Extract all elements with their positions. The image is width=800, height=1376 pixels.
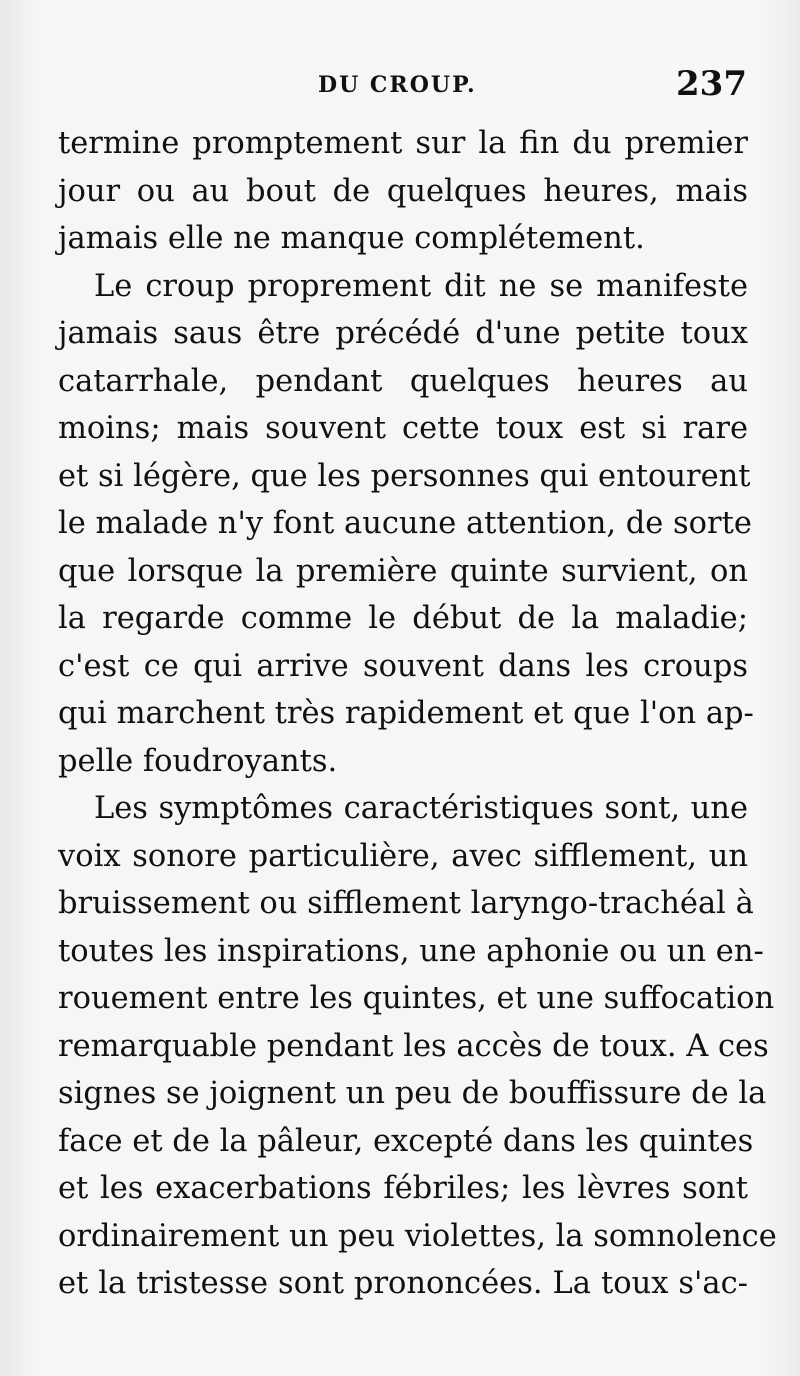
- text-line: voix sonore particulière, avec sifflement, un: [58, 838, 748, 874]
- text-line: et la tristesse sont prononcées. La toux s'ac-: [58, 1266, 748, 1301]
- text-line: signes se joignent un peu de bouffissure de la: [58, 1076, 767, 1111]
- text-line: jamais elle ne manque complétement.: [58, 221, 645, 256]
- text-line: jamais saus être précédé d'une petite toux: [58, 316, 748, 351]
- text-line: que lorsque la première quinte survient, on: [58, 553, 748, 589]
- page-header: [0, 64, 800, 114]
- text-line: jour ou au bout de quelques heures, mais: [58, 173, 748, 209]
- running-title: DU CROUP.: [318, 72, 477, 98]
- text-line: et si légère, que les personnes qui entourent: [58, 458, 751, 494]
- text-line: Les symptômes caractéristiques sont, une: [94, 791, 748, 826]
- text-line: remarquable pendant les accès de toux. A ces: [58, 1028, 769, 1064]
- text-line: pelle foudroyants.: [58, 743, 338, 779]
- text-line: bruissement ou sifflement laryngo-trachéal à: [58, 886, 754, 921]
- text-line: rouement entre les quintes, et une suffocation: [58, 981, 775, 1016]
- text-line: termine promptement sur la fin du premier: [58, 126, 748, 161]
- text-line: ordinairement un peu violettes, la somnolence: [58, 1218, 777, 1254]
- text-line: et les exacerbations fébriles; les lèvres sont: [58, 1171, 748, 1206]
- text-line: le malade n'y font aucune attention, de sorte: [58, 506, 752, 541]
- text-line: c'est ce qui arrive souvent dans les croups: [58, 648, 748, 684]
- text-line: qui marchent très rapidement et que l'on ap-: [58, 696, 754, 731]
- text-line: Le croup proprement dit ne se manifeste: [94, 268, 748, 304]
- page-number: 237: [676, 64, 747, 104]
- text-line: face et de la pâleur, excepté dans les quintes: [58, 1123, 754, 1159]
- text-line: catarrhale, pendant quelques heures au: [58, 363, 748, 399]
- body-text: [58, 120, 777, 1308]
- text-line: la regarde comme le début de la maladie;: [58, 601, 748, 636]
- text-line: moins; mais souvent cette toux est si rare: [58, 411, 748, 446]
- text-line: toutes les inspirations, une aphonie ou un en-: [58, 933, 764, 969]
